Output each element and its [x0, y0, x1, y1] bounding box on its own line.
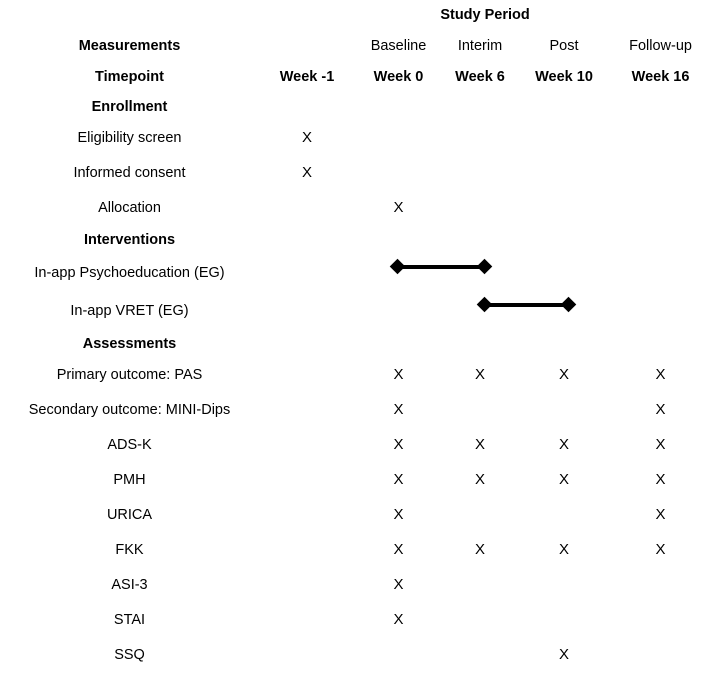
row-label: In-app Psychoeducation (EG)	[0, 254, 259, 292]
cell-mark	[610, 121, 711, 156]
section-header-enrollment	[0, 93, 711, 121]
row-measurements	[0, 31, 711, 62]
cell-mark	[610, 568, 711, 603]
x-mark: X	[474, 471, 485, 489]
cell-mark	[355, 254, 442, 292]
banner-cell	[518, 226, 610, 254]
cell-mark	[259, 498, 355, 533]
x-mark: X	[301, 164, 312, 182]
cell-mark	[610, 533, 711, 568]
cell-mark	[518, 533, 610, 568]
table-row	[0, 358, 711, 393]
banner-cell	[259, 93, 355, 121]
timepoint-week--1: Week -1	[259, 62, 355, 93]
x-mark: X	[655, 366, 666, 384]
row-label: Secondary outcome: MINI-Dips	[0, 393, 259, 428]
table-row	[0, 463, 711, 498]
cell-mark	[355, 191, 442, 226]
cell-mark	[259, 393, 355, 428]
cell-mark	[610, 191, 711, 226]
corner-cell-blank	[0, 0, 259, 31]
cell-mark	[355, 463, 442, 498]
cell-mark	[442, 393, 518, 428]
banner-cell	[355, 330, 442, 358]
cell-mark	[610, 393, 711, 428]
cell-mark	[442, 121, 518, 156]
cell-mark	[610, 156, 711, 191]
cell-mark	[518, 358, 610, 393]
table-row	[0, 603, 711, 638]
row-label: Primary outcome: PAS	[0, 358, 259, 393]
x-mark: X	[393, 471, 404, 489]
x-mark: X	[474, 366, 485, 384]
x-mark: X	[393, 366, 404, 384]
row-label: Informed consent	[0, 156, 259, 191]
cell-mark	[442, 603, 518, 638]
row-study-period	[0, 0, 711, 31]
cell-mark	[259, 358, 355, 393]
cell-mark	[442, 498, 518, 533]
cell-mark	[610, 498, 711, 533]
cell-mark	[442, 156, 518, 191]
x-mark: X	[558, 646, 569, 664]
section-label-interventions: Interventions	[0, 226, 259, 254]
table-row	[0, 292, 711, 330]
x-mark: X	[655, 506, 666, 524]
timepoint-week-6: Week 6	[442, 62, 518, 93]
section-header-interventions	[0, 226, 711, 254]
cell-mark	[518, 463, 610, 498]
cell-mark	[610, 603, 711, 638]
cell-mark	[442, 358, 518, 393]
cell-mark	[518, 393, 610, 428]
cell-mark	[355, 603, 442, 638]
timepoint-week-0: Week 0	[355, 62, 442, 93]
timepoint-week-16: Week 16	[610, 62, 711, 93]
study-period-header: Study Period	[259, 0, 711, 31]
cell-mark	[442, 463, 518, 498]
x-mark: X	[393, 611, 404, 629]
table-row	[0, 254, 711, 292]
cell-mark	[259, 191, 355, 226]
table-row	[0, 156, 711, 191]
cell-mark	[442, 568, 518, 603]
cell-mark	[355, 638, 442, 673]
cell-mark	[442, 191, 518, 226]
row-label: FKK	[0, 533, 259, 568]
cell-mark	[442, 254, 518, 292]
cell-mark	[259, 156, 355, 191]
banner-cell	[442, 93, 518, 121]
cell-mark	[355, 568, 442, 603]
table-row	[0, 121, 711, 156]
x-mark: X	[558, 471, 569, 489]
cell-mark	[518, 638, 610, 673]
cell-mark	[518, 191, 610, 226]
cell-mark	[355, 533, 442, 568]
x-mark: X	[393, 199, 404, 217]
banner-cell	[259, 330, 355, 358]
row-label: STAI	[0, 603, 259, 638]
banner-cell	[355, 226, 442, 254]
cell-mark	[518, 603, 610, 638]
cell-mark	[259, 254, 355, 292]
cell-mark	[518, 292, 610, 330]
banner-cell	[610, 93, 711, 121]
period-header-interim: Interim	[442, 31, 518, 62]
row-label: URICA	[0, 498, 259, 533]
banner-cell	[442, 226, 518, 254]
row-label: In-app VRET (EG)	[0, 292, 259, 330]
timepoint-week-10: Week 10	[518, 62, 610, 93]
x-mark: X	[393, 576, 404, 594]
cell-mark	[610, 358, 711, 393]
cell-mark	[610, 292, 711, 330]
cell-mark	[442, 533, 518, 568]
cell-mark	[518, 254, 610, 292]
cell-mark	[259, 533, 355, 568]
row-label: PMH	[0, 463, 259, 498]
row-label: Eligibility screen	[0, 121, 259, 156]
table-row	[0, 191, 711, 226]
table-row	[0, 638, 711, 673]
cell-mark	[355, 498, 442, 533]
cell-mark	[355, 428, 442, 463]
table-row	[0, 498, 711, 533]
cell-mark	[442, 428, 518, 463]
x-mark: X	[655, 436, 666, 454]
cell-mark	[518, 156, 610, 191]
cell-mark	[259, 568, 355, 603]
cell-mark	[259, 292, 355, 330]
banner-cell	[259, 226, 355, 254]
banner-cell	[518, 93, 610, 121]
banner-cell	[355, 93, 442, 121]
x-mark: X	[655, 541, 666, 559]
x-mark: X	[393, 436, 404, 454]
x-mark: X	[558, 541, 569, 559]
x-mark: X	[301, 129, 312, 147]
cell-mark	[518, 428, 610, 463]
cell-mark	[355, 292, 442, 330]
cell-mark	[355, 156, 442, 191]
cell-mark	[355, 121, 442, 156]
section-header-assessments	[0, 330, 711, 358]
banner-cell	[518, 330, 610, 358]
cell-mark	[259, 463, 355, 498]
period-header-baseline: Baseline	[355, 31, 442, 62]
banner-cell	[610, 226, 711, 254]
x-mark: X	[393, 506, 404, 524]
timepoint-label: Timepoint	[0, 62, 259, 93]
cell-mark	[610, 638, 711, 673]
table-row	[0, 393, 711, 428]
table-row	[0, 568, 711, 603]
period-header-post: Post	[518, 31, 610, 62]
x-mark: X	[655, 471, 666, 489]
cell-mark	[259, 603, 355, 638]
cell-mark	[355, 393, 442, 428]
cell-mark	[259, 428, 355, 463]
cell-mark	[610, 463, 711, 498]
x-mark: X	[474, 436, 485, 454]
cell-mark	[442, 638, 518, 673]
cell-mark	[518, 498, 610, 533]
cell-mark	[518, 121, 610, 156]
row-label: ASI-3	[0, 568, 259, 603]
row-label: Allocation	[0, 191, 259, 226]
x-mark: X	[393, 401, 404, 419]
row-label: ADS-K	[0, 428, 259, 463]
period-header-followup: Follow-up	[610, 31, 711, 62]
row-label: SSQ	[0, 638, 259, 673]
banner-cell	[610, 330, 711, 358]
cell-mark	[355, 358, 442, 393]
x-mark: X	[474, 541, 485, 559]
cell-mark	[259, 638, 355, 673]
cell-mark	[518, 568, 610, 603]
table-row	[0, 428, 711, 463]
table-row	[0, 533, 711, 568]
x-mark: X	[558, 436, 569, 454]
x-mark: X	[393, 541, 404, 559]
section-label-enrollment: Enrollment	[0, 93, 259, 121]
banner-cell	[442, 330, 518, 358]
cell-mark	[610, 428, 711, 463]
cell-mark	[610, 254, 711, 292]
cell-mark	[259, 121, 355, 156]
measurements-label: Measurements	[0, 31, 259, 62]
section-label-assessments: Assessments	[0, 330, 259, 358]
cell-mark	[442, 292, 518, 330]
x-mark: X	[558, 366, 569, 384]
row-timepoint	[0, 62, 711, 93]
period-header-screening	[259, 31, 355, 62]
x-mark: X	[655, 401, 666, 419]
